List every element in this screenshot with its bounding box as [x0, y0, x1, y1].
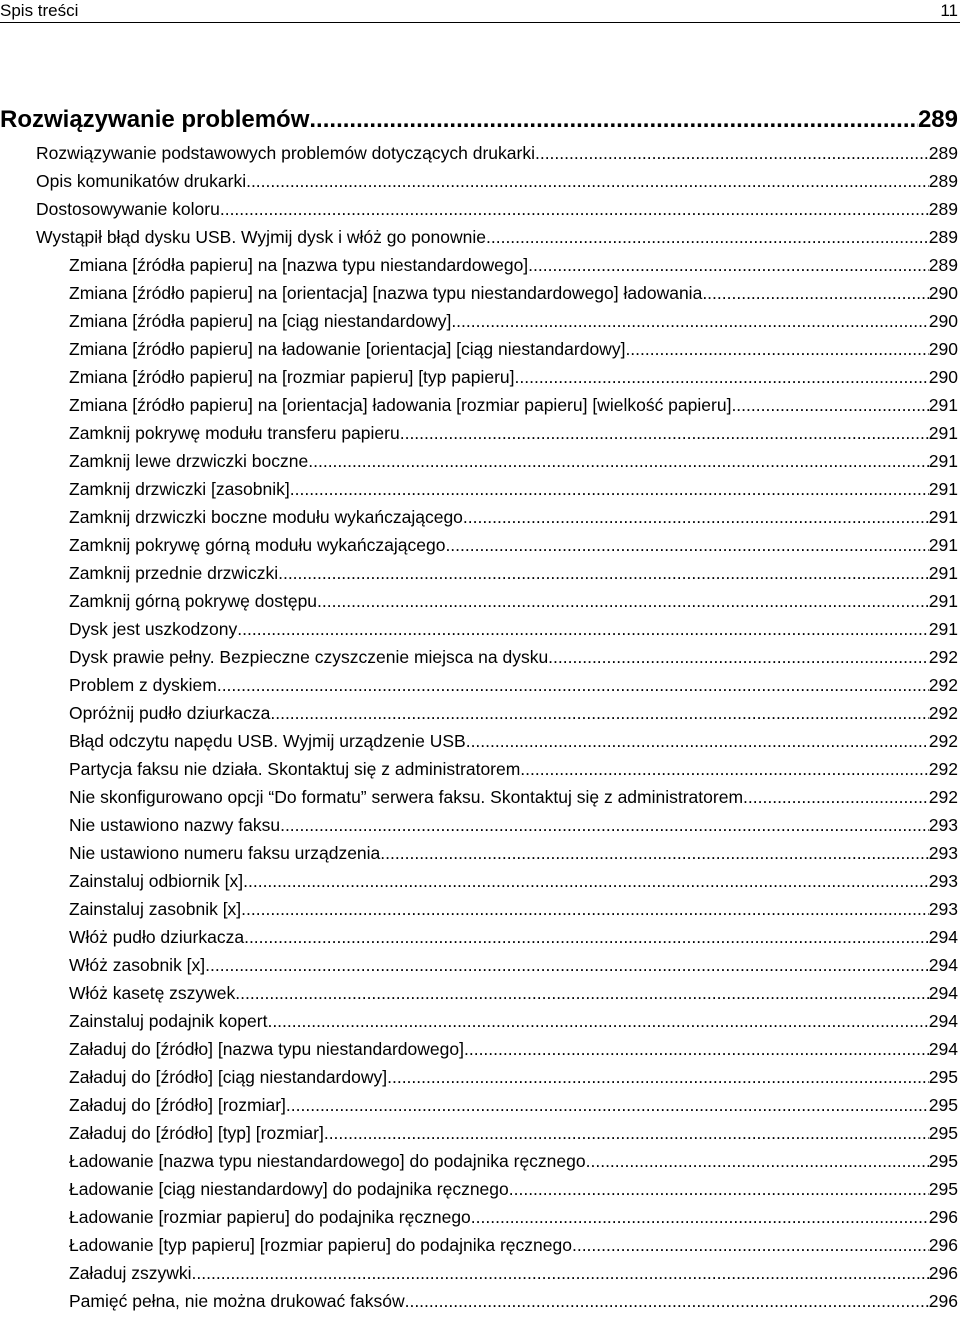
toc-entry-page: 294 — [928, 1011, 958, 1031]
toc-entry[interactable] — [0, 139, 958, 167]
toc-entry-page: 292 — [928, 647, 958, 667]
toc-entry-title: Zainstaluj zasobnik [x] — [69, 899, 242, 919]
toc-leader-dots — [535, 139, 929, 167]
toc-entry-title: Nie skonfigurowano opcji “Do formatu” serwera faksu. Skontaktuj się z administratorem. — [69, 787, 748, 807]
toc-entry[interactable] — [0, 419, 958, 447]
toc-leader-dots — [324, 1119, 929, 1147]
toc-entry[interactable] — [0, 1147, 958, 1175]
toc-entry[interactable] — [0, 867, 958, 895]
toc-leader-dots — [702, 279, 928, 307]
toc-leader-dots — [280, 811, 929, 839]
toc-entry-page: 296 — [928, 1291, 958, 1311]
toc-entry-page: 289 — [928, 171, 958, 191]
toc-leader-dots — [471, 727, 929, 755]
toc-entry-title: Nie ustawiono nazwy faksu — [69, 815, 281, 835]
toc-entry[interactable] — [0, 559, 958, 587]
toc-entry[interactable] — [0, 1259, 958, 1287]
toc-entry-page: 296 — [928, 1207, 958, 1227]
toc-entry-title: Opróżnij pudło dziurkacza — [69, 703, 271, 723]
toc-entry-page: 290 — [928, 367, 958, 387]
toc-entry[interactable] — [0, 1231, 958, 1259]
toc-entry[interactable] — [0, 1175, 958, 1203]
toc-leader-dots — [290, 475, 929, 503]
toc-entry-title: Ładowanie [nazwa typu niestandardowego] do podajnika ręcznego — [69, 1151, 586, 1171]
toc-leader-dots — [625, 335, 928, 363]
toc-entry-title: Zamknij pokrywę górną modułu wykańczającego — [69, 535, 446, 555]
toc-leader-dots — [270, 699, 928, 727]
toc-entry-title: Włóż zasobnik [x] — [69, 955, 206, 975]
toc-entry[interactable] — [0, 1287, 958, 1315]
toc-entry[interactable] — [0, 839, 958, 867]
toc-entry-title: Rozwiązywanie podstawowych problemów dotyczących drukarki — [36, 143, 535, 163]
toc-entry[interactable] — [0, 503, 958, 531]
toc-chapter-title: Rozwiązywanie problemów — [0, 106, 310, 133]
toc-leader-dots — [463, 503, 929, 531]
toc-entry-title: Włóż pudło dziurkacza — [69, 927, 245, 947]
toc-entry-title: Zmiana [źródło papieru] na ładowanie [orientacja] [ciąg niestandardowy] — [69, 339, 626, 359]
toc-leader-dots — [387, 1063, 929, 1091]
toc-entry[interactable] — [0, 391, 958, 419]
toc-entry-title: Partycja faksu nie działa. Skontaktuj się z administratorem. — [69, 759, 526, 779]
toc-entry-page: 292 — [928, 731, 958, 751]
toc-entry-title: Zamknij przednie drzwiczki — [69, 563, 279, 583]
toc-entry-page: 292 — [928, 787, 958, 807]
toc-leader-dots — [491, 223, 929, 251]
toc-entry-title: Problem z dyskiem — [69, 675, 217, 695]
toc-entry-title: Załaduj zszywki — [69, 1263, 192, 1283]
toc-leader-dots — [525, 755, 929, 783]
toc-entry-title: Zamknij drzwiczki [zasobnik] — [69, 479, 290, 499]
toc-entry-page: 292 — [928, 675, 958, 695]
toc-entry-page: 294 — [928, 927, 958, 947]
toc-entry[interactable] — [0, 587, 958, 615]
toc-entry-page: 293 — [928, 871, 958, 891]
toc-entry-title: Zmiana [źródło papieru] na [rozmiar papieru] [typ papieru] — [69, 367, 515, 387]
toc-leader-dots — [572, 1231, 929, 1259]
toc-entry-page: 293 — [928, 843, 958, 863]
toc-entry-page: 296 — [928, 1235, 958, 1255]
toc-leader-dots — [509, 1175, 929, 1203]
toc-leader-dots — [451, 307, 928, 335]
toc-entry[interactable] — [0, 1119, 958, 1147]
running-page-number: 11 — [940, 1, 958, 20]
toc-entry-title: Zmiana [źródła papieru] na [ciąg niestandardowy] — [69, 311, 452, 331]
toc-entry[interactable] — [0, 783, 958, 811]
toc-entry-title: Załaduj do [źródło] [rozmiar] — [69, 1095, 286, 1115]
toc-entry[interactable] — [0, 335, 958, 363]
toc-entry-page: 294 — [928, 955, 958, 975]
toc-entry-title: Zmiana [źródło papieru] na [orientacja] ładowania [rozmiar papieru] [wielkość papieru] — [69, 395, 732, 415]
toc-entry[interactable] — [0, 951, 958, 979]
toc-entry[interactable] — [0, 531, 958, 559]
toc-entry[interactable] — [0, 475, 958, 503]
toc-entry-title: Ładowanie [rozmiar papieru] do podajnika ręcznego — [69, 1207, 471, 1227]
toc-entry-page: 291 — [928, 451, 958, 471]
toc-entry[interactable] — [0, 447, 958, 475]
toc-entry[interactable] — [0, 727, 958, 755]
toc-leader-dots — [267, 1007, 928, 1035]
toc-entry-title: Błąd odczytu napędu USB. Wyjmij urządzenie USB. — [69, 731, 471, 751]
toc-entry-page: 296 — [928, 1263, 958, 1283]
toc-entry-title: Zamknij pokrywę modułu transferu papieru — [69, 423, 400, 443]
toc-entry-title: Zmiana [źródła papieru] na [nazwa typu niestandardowego] — [69, 255, 529, 275]
running-section-title: Spis treści — [0, 1, 79, 20]
toc-entry-page: 289 — [928, 143, 958, 163]
toc-entry-page: 289 — [928, 255, 958, 275]
toc-leader-dots — [309, 101, 918, 139]
toc-leader-dots — [192, 1259, 929, 1287]
toc-leader-dots — [243, 867, 929, 895]
toc-entry-page: 291 — [928, 591, 958, 611]
toc-leader-dots — [400, 419, 929, 447]
toc-leader-dots — [405, 1287, 929, 1315]
toc-entry-page: 290 — [928, 311, 958, 331]
toc-entry-page: 295 — [928, 1151, 958, 1171]
toc-entry[interactable] — [0, 643, 958, 671]
toc-leader-dots — [731, 391, 928, 419]
toc-entry[interactable] — [0, 251, 958, 279]
toc-entry-title: Włóż kasetę zszywek — [69, 983, 236, 1003]
page-header — [0, 0, 960, 23]
toc-entry[interactable] — [0, 223, 958, 251]
toc-entry[interactable] — [0, 1203, 958, 1231]
toc-entry-page: 295 — [928, 1095, 958, 1115]
toc-entry[interactable] — [0, 811, 958, 839]
toc-entry-page: 291 — [928, 619, 958, 639]
toc-leader-dots — [205, 951, 929, 979]
toc-entry-title: Załaduj do [źródło] [nazwa typu niestandardowego] — [69, 1039, 464, 1059]
toc-leader-dots — [235, 979, 929, 1007]
toc-entry-page: 295 — [928, 1067, 958, 1087]
toc-leader-dots — [748, 783, 929, 811]
toc-entry-title: Zainstaluj odbiornik [x] — [69, 871, 244, 891]
toc-entry[interactable] — [0, 307, 958, 335]
toc-chapter-page: 289 — [917, 106, 958, 133]
toc-leader-dots — [220, 195, 929, 223]
toc-entry[interactable] — [0, 755, 958, 783]
toc-leader-dots — [308, 447, 929, 475]
toc-entry-page: 291 — [928, 395, 958, 415]
toc-leader-dots — [246, 167, 929, 195]
toc-entry[interactable] — [0, 895, 958, 923]
toc-chapter-heading[interactable] — [0, 101, 958, 139]
toc-leader-dots — [528, 251, 929, 279]
toc-entry-title: Zmiana [źródło papieru] na [orientacja] [nazwa typu niestandardowego] ładowania — [69, 283, 703, 303]
toc-entry-title: Dysk prawie pełny. Bezpieczne czyszczenie miejsca na dysku. — [69, 647, 554, 667]
toc-entry[interactable] — [0, 1035, 958, 1063]
toc-entry-page: 291 — [928, 479, 958, 499]
toc-leader-dots — [217, 671, 929, 699]
toc-leader-dots — [553, 643, 929, 671]
toc-entry-page: 291 — [928, 535, 958, 555]
toc-entry[interactable] — [0, 923, 958, 951]
toc-entry-title: Opis komunikatów drukarki — [36, 171, 247, 191]
toc-entry[interactable] — [0, 699, 958, 727]
toc-entry-page: 291 — [928, 563, 958, 583]
toc-entry-page: 290 — [928, 339, 958, 359]
toc-leader-dots — [278, 559, 929, 587]
toc-entry[interactable] — [0, 615, 958, 643]
toc-entry-page: 294 — [928, 983, 958, 1003]
toc-entry[interactable] — [0, 979, 958, 1007]
toc-leader-dots — [380, 839, 929, 867]
toc-entry-title: Załaduj do [źródło] [typ] [rozmiar] — [69, 1123, 324, 1143]
toc-entry[interactable] — [0, 1007, 958, 1035]
toc-entry-title: Dysk jest uszkodzony — [69, 619, 238, 639]
toc-entry-page: 295 — [928, 1179, 958, 1199]
toc-leader-dots — [237, 615, 929, 643]
toc-entry[interactable] — [0, 1091, 958, 1119]
toc-entry-title: Zamknij drzwiczki boczne modułu wykańczającego — [69, 507, 463, 527]
toc-entry-title: Zamknij lewe drzwiczki boczne — [69, 451, 309, 471]
toc-leader-dots — [244, 923, 929, 951]
toc-entry-page: 289 — [928, 199, 958, 219]
toc-entry-title: Wystąpił błąd dysku USB. Wyjmij dysk i włóż go ponownie. — [36, 227, 491, 247]
toc-entry-title: Załaduj do [źródło] [ciąg niestandardowy] — [69, 1067, 388, 1087]
toc-entry-title: Ładowanie [ciąg niestandardowy] do podajnika ręcznego — [69, 1179, 509, 1199]
toc-leader-dots — [445, 531, 928, 559]
toc-leader-dots — [515, 363, 929, 391]
toc-entry[interactable] — [0, 195, 958, 223]
toc-leader-dots — [464, 1035, 929, 1063]
toc-entry-page: 294 — [928, 1039, 958, 1059]
toc-entry-page: 291 — [928, 423, 958, 443]
table-of-contents — [0, 101, 960, 1315]
toc-entry-title: Zamknij górną pokrywę dostępu — [69, 591, 318, 611]
toc-entry-page: 289 — [928, 227, 958, 247]
toc-entry-title: Pamięć pełna, nie można drukować faksów — [69, 1291, 405, 1311]
toc-leader-dots — [286, 1091, 929, 1119]
toc-leader-dots — [586, 1147, 929, 1175]
toc-entry[interactable] — [0, 363, 958, 391]
toc-entry-page: 292 — [928, 703, 958, 723]
toc-entry-title: Dostosowywanie koloru — [36, 199, 220, 219]
toc-entry-page: 291 — [928, 507, 958, 527]
toc-leader-dots — [317, 587, 929, 615]
toc-entry-page: 295 — [928, 1123, 958, 1143]
toc-entry-title: Nie ustawiono numeru faksu urządzenia — [69, 843, 381, 863]
toc-entry-page: 293 — [928, 815, 958, 835]
toc-entry-page: 292 — [928, 759, 958, 779]
toc-entry-page: 290 — [928, 283, 958, 303]
toc-leader-dots — [471, 1203, 929, 1231]
toc-entry[interactable] — [0, 671, 958, 699]
toc-leader-dots — [241, 895, 929, 923]
toc-entry[interactable] — [0, 167, 958, 195]
toc-entry-title: Zainstaluj podajnik kopert — [69, 1011, 268, 1031]
toc-entry[interactable] — [0, 1063, 958, 1091]
toc-entry-page: 293 — [928, 899, 958, 919]
toc-entry[interactable] — [0, 279, 958, 307]
toc-entry-title: Ładowanie [typ papieru] [rozmiar papieru] do podajnika ręcznego — [69, 1235, 572, 1255]
